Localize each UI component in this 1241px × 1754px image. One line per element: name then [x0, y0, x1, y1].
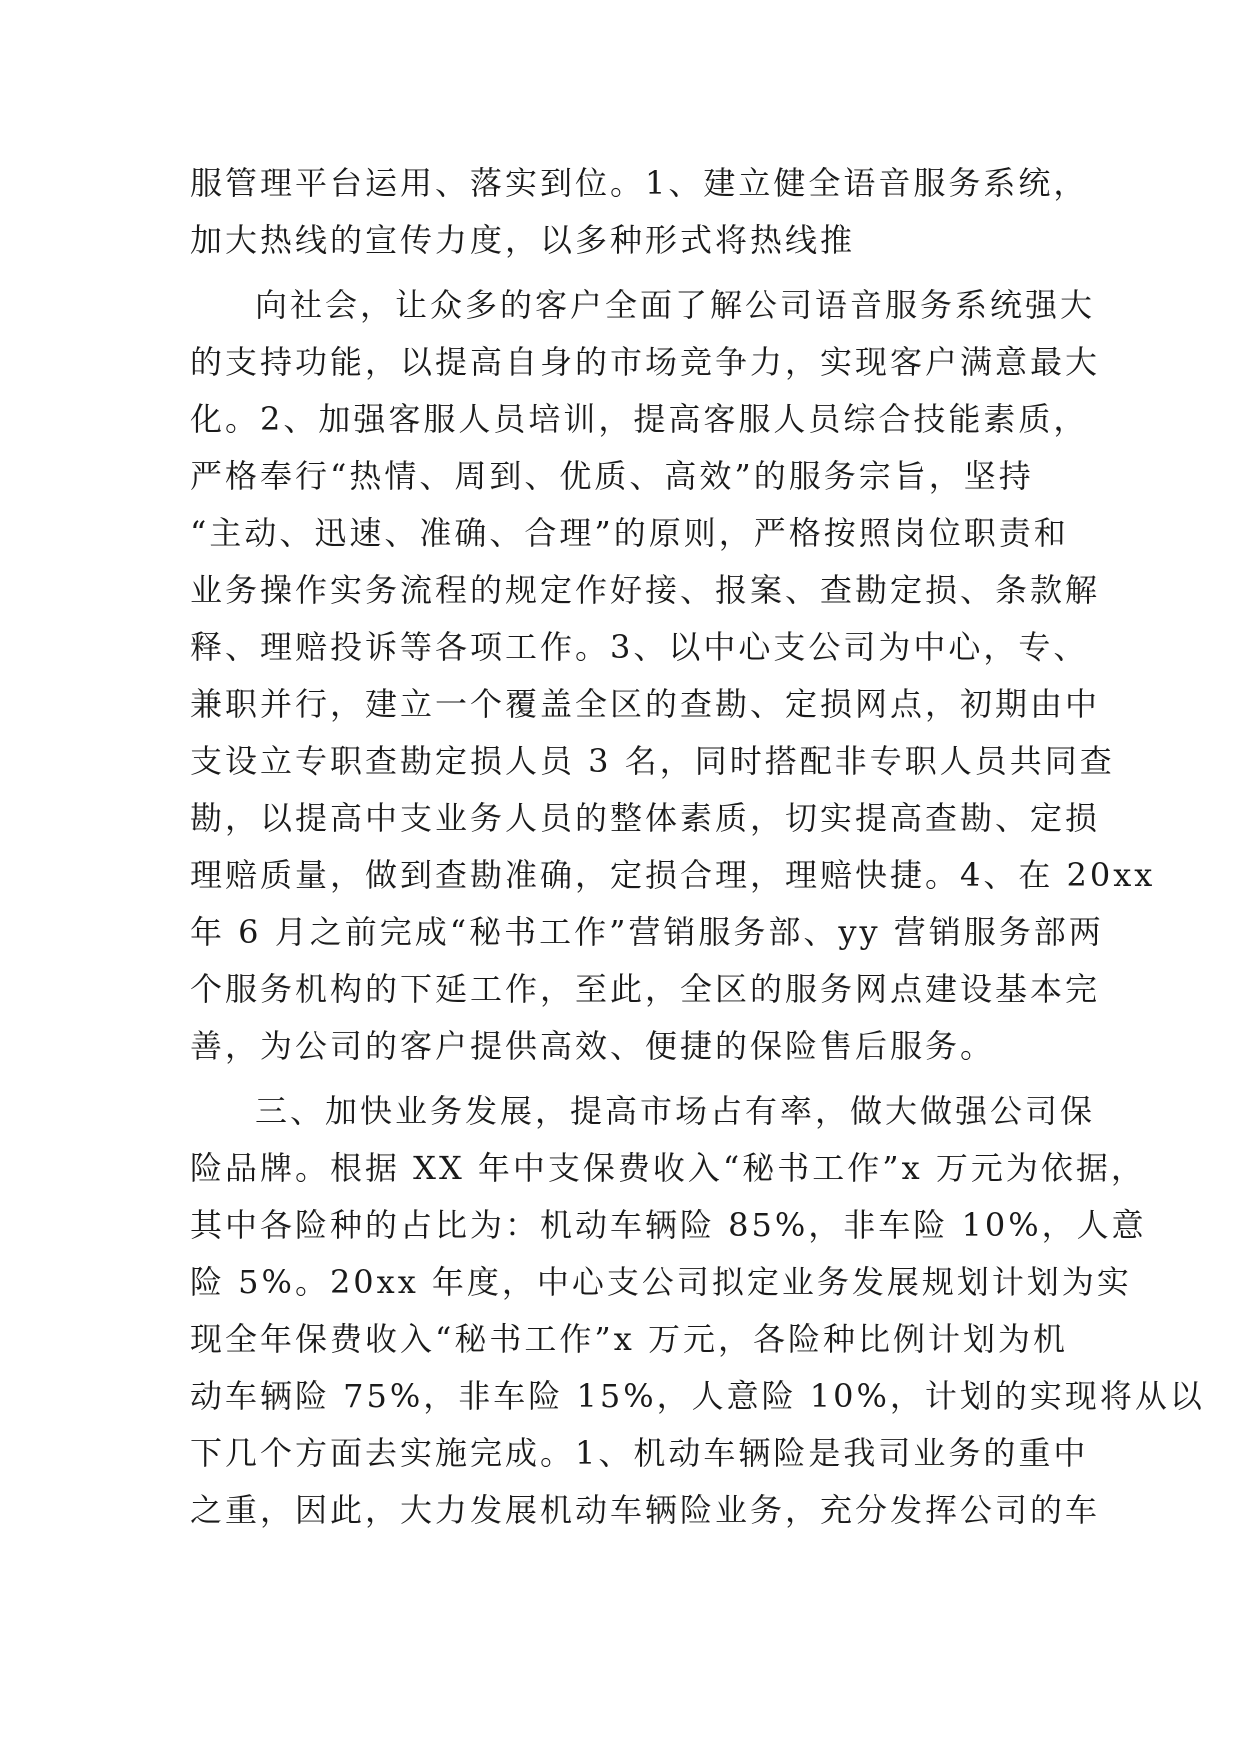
text-line: 理赔质量，做到查勘准确，定损合理，理赔快捷。4、在 20xx	[190, 856, 1156, 894]
text-line: 动车辆险 75%，非车险 15%，人意险 10%，计划的实现将从以	[190, 1377, 1205, 1415]
text-line: 兼职并行，建立一个覆盖全区的查勘、定损网点，初期由中	[190, 685, 1101, 723]
text-line: 服管理平台运用、落实到位。1、建立健全语音服务系统，	[190, 164, 1089, 202]
text-line: 的支持功能，以提高自身的市场竞争力，实现客户满意最大	[190, 343, 1101, 381]
text-line: 之重，因此，大力发展机动车辆险业务，充分发挥公司的车	[190, 1491, 1101, 1529]
paragraph-first-line: 向社会，让众多的客户全面了解公司语音服务系统强大	[255, 286, 1096, 324]
text-line: 加大热线的宣传力度，以多种形式将热线推	[190, 221, 856, 259]
text-line: 险品牌。根据 XX 年中支保费收入“秘书工作”x 万元为依据，	[190, 1149, 1146, 1187]
text-line: 其中各险种的占比为：机动车辆险 85%，非车险 10%，人意	[190, 1206, 1147, 1244]
text-line: 年 6 月之前完成“秘书工作”营销服务部、yy 营销服务部两	[190, 913, 1104, 951]
text-line: “主动、迅速、准确、合理”的原则，严格按照岗位职责和	[190, 514, 1069, 552]
text-line: 支设立专职查勘定损人员 3 名，同时搭配非专职人员共同查	[190, 742, 1115, 780]
text-line: 释、理赔投诉等各项工作。3、以中心支公司为中心，专、	[190, 628, 1089, 666]
document-body	[190, 164, 1205, 1548]
text-line: 善，为公司的客户提供高效、便捷的保险售后服务。	[190, 1027, 996, 1065]
text-line: 现全年保费收入“秘书工作”x 万元，各险种比例计划为机	[190, 1320, 1068, 1358]
text-line: 下几个方面去实施完成。1、机动车辆险是我司业务的重中	[190, 1434, 1089, 1472]
text-line: 勘，以提高中支业务人员的整体素质，切实提高查勘、定损	[190, 799, 1101, 837]
text-line: 严格奉行“热情、周到、优质、高效”的服务宗旨，坚持	[190, 457, 1034, 495]
text-line: 业务操作实务流程的规定作好接、报案、查勘定损、条款解	[190, 571, 1101, 609]
text-line: 个服务机构的下延工作，至此，全区的服务网点建设基本完	[190, 970, 1101, 1008]
text-line: 险 5%。20xx 年度，中心支公司拟定业务发展规划计划为实	[190, 1263, 1132, 1301]
text-line: 化。2、加强客服人员培训，提高客服人员综合技能素质，	[190, 400, 1089, 438]
paragraph-first-line: 三、加快业务发展，提高市场占有率，做大做强公司保	[255, 1092, 1096, 1130]
